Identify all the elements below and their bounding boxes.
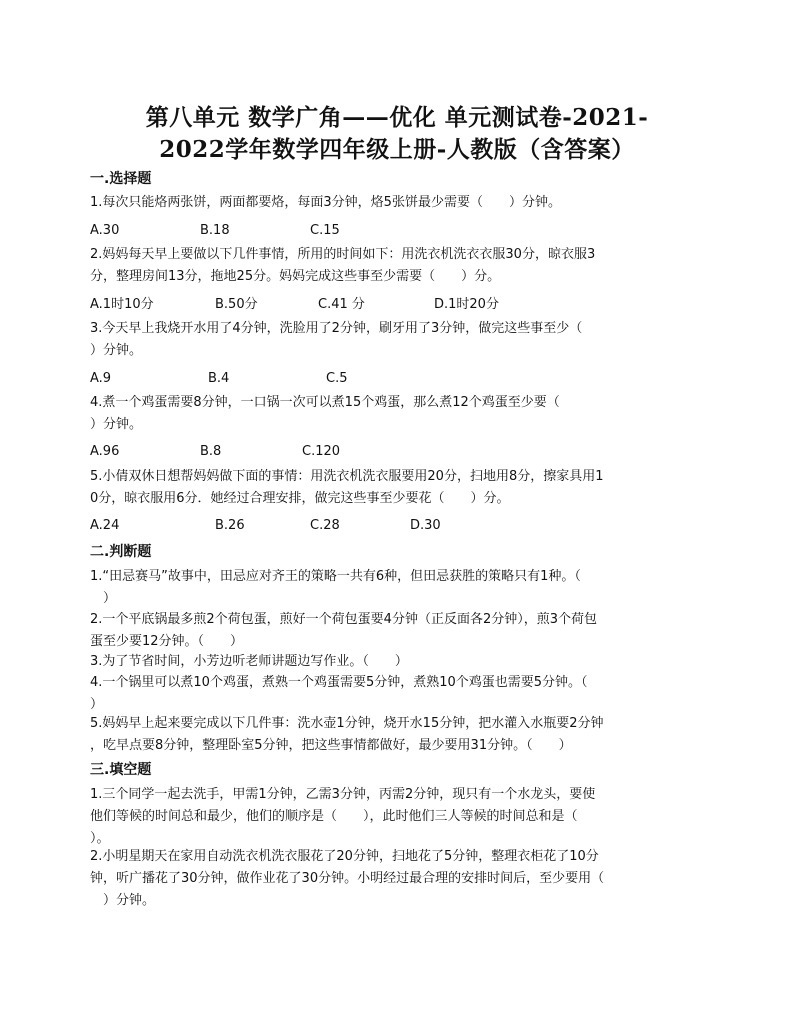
option-b: B.4 [208, 371, 230, 386]
section-heading-judge: 二.判断题 [90, 544, 152, 560]
fill-question-2 [90, 846, 708, 912]
judge-question-2 [90, 609, 708, 653]
question-line: 4.煮一个鸡蛋需要8分钟，一口锅一次可以煮15个鸡蛋，那么煮12个鸡蛋至少要（ [90, 395, 560, 410]
option-b: B.50分 [215, 297, 258, 312]
option-a: A.1时10分 [90, 297, 154, 312]
question-line: ）分钟。 [90, 343, 143, 358]
choice-question-3 [90, 318, 708, 362]
option-c: C.28 [310, 518, 340, 533]
question-line: 2.小明星期天在家用自动洗衣机洗衣服花了20分钟，扫地花了5分钟，整理衣柜花了10分 [90, 849, 599, 864]
option-a: A.9 [90, 371, 112, 386]
question-line: 1.每次只能烙两张饼，两面都要烙，每面3分钟，烙5张饼最少需要（ ）分钟。 [90, 195, 561, 210]
question-line: ） [90, 591, 117, 606]
question-line: 他们等候的时间总和最少，他们的顺序是（ ），此时他们三人等候的时间总和是（ [90, 809, 578, 824]
question-line: 5.小倩双休日想帮妈妈做下面的事情：用洗衣机洗衣服要用20分，扫地用8分，擦家具用1 [90, 469, 604, 484]
option-c: C.41 分 [318, 297, 365, 312]
question-line: 钟，听广播花了30分钟，做作业花了30分钟。小明经过最合理的安排时间后，至少要用（ [90, 871, 605, 886]
question-line: 5.妈妈早上起来要完成以下几件事：洗水壶1分钟，烧开水15分钟，把水灌入水瓶要2分钟 [90, 716, 604, 731]
section-heading-fill: 三.填空题 [90, 762, 152, 778]
question-line: 0分，晾衣服用6分．她经过合理安排，做完这些事至少要花（ ）分。 [90, 491, 510, 506]
question-line: 2.一个平底锅最多煎2个荷包蛋，煎好一个荷包蛋要4分钟（正反面各2分钟），煎3个荷包 [90, 612, 597, 627]
document-title-line-1: 第八单元 数学广角——优化 单元测试卷-2021- [145, 104, 649, 131]
option-d: D.1时20分 [434, 297, 499, 312]
question-line: 1.三个同学一起去洗手，甲需1分钟，乙需3分钟，丙需2分钟，现只有一个水龙头，要使 [90, 787, 596, 802]
document-title-line-2: 2022学年数学四年级上册-人教版（含答案） [159, 136, 635, 163]
option-b: B.18 [200, 223, 230, 238]
choice-question-5 [90, 466, 708, 510]
option-c: C.5 [326, 371, 348, 386]
question-line: 1.“田忌赛马”故事中，田忌应对齐王的策略一共有6种，但田忌获胜的策略只有1种。（ [90, 569, 581, 584]
question-line: 分，整理房间13分，拖地25分。妈妈完成这些事至少需要（ ）分。 [90, 269, 501, 284]
question-line: ） [90, 697, 104, 712]
judge-question-5 [90, 713, 708, 757]
option-a: A.24 [90, 518, 120, 533]
option-c: C.15 [310, 223, 340, 238]
fill-question-1 [90, 784, 708, 850]
question-line: 3.为了节省时间，小芳边听老师讲题边写作业。（ ） [90, 654, 408, 669]
option-a: A.30 [90, 223, 120, 238]
question-line: 蛋至少要12分钟。（ ） [90, 634, 244, 649]
question-line: ）分钟。 [90, 893, 156, 908]
judge-question-3 [90, 651, 708, 673]
question-line: 2.妈妈每天早上要做以下几件事情，所用的时间如下：用洗衣机洗衣衣服30分，晾衣服3 [90, 247, 596, 262]
choice-question-1 [90, 192, 708, 214]
question-line: ，吃早点要8分钟，整理卧室5分钟，把这些事情都做好，最少要用31分钟。（ ） [90, 738, 572, 753]
option-b: B.8 [200, 444, 222, 459]
judge-question-4 [90, 672, 708, 716]
option-a: A.96 [90, 444, 120, 459]
question-line: ）分钟。 [90, 417, 143, 432]
option-c: C.120 [302, 444, 341, 459]
judge-question-1 [90, 566, 708, 610]
choice-question-2 [90, 244, 708, 288]
question-line: 3.今天早上我烧开水用了4分钟，洗脸用了2分钟，刷牙用了3分钟，做完这些事至少（ [90, 321, 583, 336]
choice-question-4 [90, 392, 708, 436]
question-line: 4.一个锅里可以煮10个鸡蛋，煮熟一个鸡蛋需要5分钟，煮熟10个鸡蛋也需要5分钟。（ [90, 675, 588, 690]
option-b: B.26 [215, 518, 245, 533]
question-line: ）。 [90, 831, 110, 846]
section-heading-choice: 一.选择题 [90, 171, 152, 187]
option-d: D.30 [410, 518, 441, 533]
